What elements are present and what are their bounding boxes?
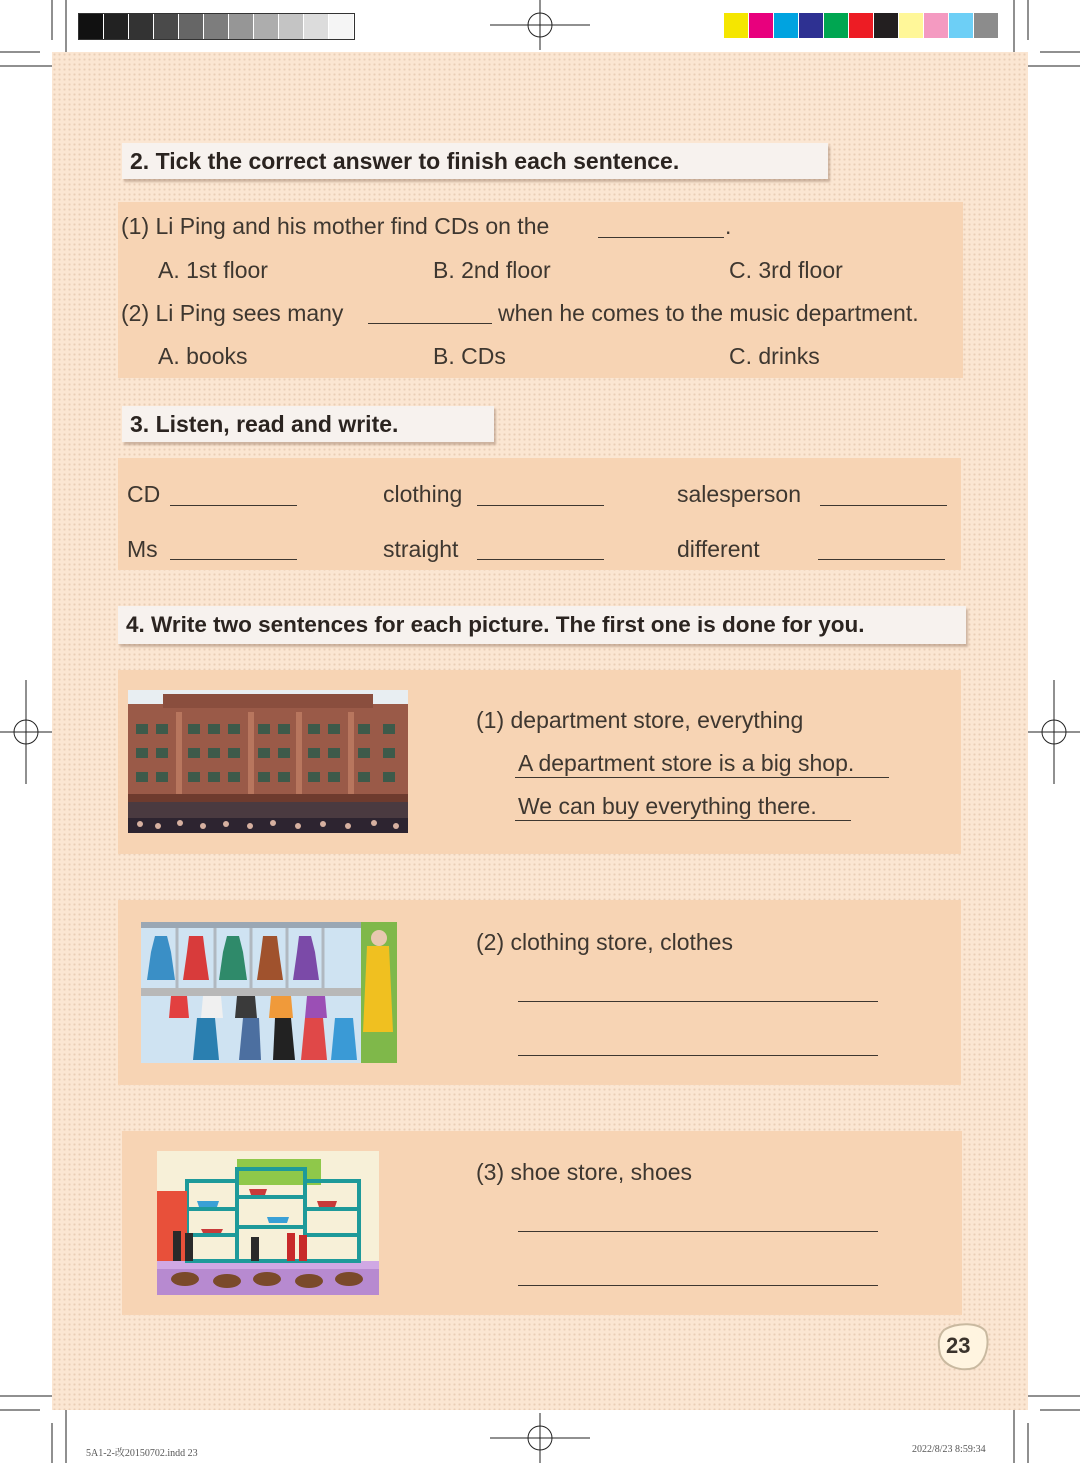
item1-answer-line2[interactable]: We can buy everything there. <box>515 792 851 821</box>
color-swatch-7 <box>899 13 924 38</box>
color-swatch-8 <box>924 13 949 38</box>
color-swatch-6 <box>874 13 899 38</box>
gray-swatch-1 <box>104 14 129 39</box>
color-calibration-bar <box>724 13 999 38</box>
color-swatch-9 <box>949 13 974 38</box>
q1-option-b[interactable]: B. 2nd floor <box>433 257 551 283</box>
blank-salesperson[interactable] <box>820 505 947 506</box>
gray-swatch-4 <box>179 14 204 39</box>
blank-clothing[interactable] <box>477 505 604 506</box>
color-swatch-3 <box>799 13 824 38</box>
section3-heading: 3. Listen, read and write. <box>122 406 494 442</box>
q1-text: (1) Li Ping and his mother find CDs on the <box>121 213 550 239</box>
color-swatch-10 <box>974 13 999 38</box>
color-swatch-5 <box>849 13 874 38</box>
footer-file-info: 5A1-2-改20150702.indd 23 <box>86 1448 198 1459</box>
gray-swatch-10 <box>329 14 354 39</box>
color-swatch-1 <box>749 13 774 38</box>
q2-option-c[interactable]: C. drinks <box>729 343 820 369</box>
item3-prompt: (3) shoe store, shoes <box>476 1159 693 1185</box>
q1-period: . <box>725 213 732 239</box>
gray-swatch-3 <box>154 14 179 39</box>
blank-straight[interactable] <box>477 559 604 560</box>
word-clothing: clothing <box>383 481 463 507</box>
blank-different[interactable] <box>818 559 945 560</box>
q1-option-c[interactable]: C. 3rd floor <box>729 257 843 283</box>
gray-swatch-0 <box>79 14 104 39</box>
section2-heading: 2. Tick the correct answer to finish each sentence. <box>122 143 828 179</box>
item2-answer-line1[interactable] <box>518 1001 878 1002</box>
word-different: different <box>677 536 760 562</box>
color-swatch-4 <box>824 13 849 38</box>
gray-swatch-6 <box>229 14 254 39</box>
q2-option-b[interactable]: B. CDs <box>433 343 506 369</box>
color-swatch-0 <box>724 13 749 38</box>
item2-prompt: (2) clothing store, clothes <box>476 929 733 955</box>
q1-blank[interactable] <box>598 237 724 238</box>
item3-answer-line2[interactable] <box>518 1285 878 1286</box>
q2-text-start: (2) Li Ping sees many <box>121 300 344 326</box>
section3-panel <box>118 458 961 570</box>
footer-timestamp: 2022/8/23 8:59:34 <box>912 1444 986 1455</box>
q2-option-a[interactable]: A. books <box>158 343 248 369</box>
word-ms: Ms <box>127 536 158 562</box>
page-number: 23 <box>946 1333 971 1358</box>
word-cd: CD <box>127 481 161 507</box>
item2-answer-line2[interactable] <box>518 1055 878 1056</box>
gray-swatch-2 <box>129 14 154 39</box>
department-store-picture <box>128 690 408 833</box>
item3-answer-line1[interactable] <box>518 1231 878 1232</box>
q2-text-end: when he comes to the music department. <box>498 300 919 326</box>
blank-ms[interactable] <box>170 559 297 560</box>
word-straight: straight <box>383 536 459 562</box>
item1-prompt: (1) department store, everything <box>476 707 804 733</box>
gray-swatch-5 <box>204 14 229 39</box>
shoe-store-picture <box>157 1151 379 1295</box>
q2-blank[interactable] <box>368 323 492 324</box>
item1-answer-line1[interactable]: A department store is a big shop. <box>515 749 889 778</box>
blank-cd[interactable] <box>170 505 297 506</box>
color-swatch-2 <box>774 13 799 38</box>
q1-option-a[interactable]: A. 1st floor <box>158 257 268 283</box>
clothing-store-picture <box>141 922 397 1063</box>
gray-swatch-9 <box>304 14 329 39</box>
gray-swatch-7 <box>254 14 279 39</box>
gray-calibration-bar <box>78 13 355 40</box>
gray-swatch-8 <box>279 14 304 39</box>
word-salesperson: salesperson <box>677 481 802 507</box>
section4-heading: 4. Write two sentences for each picture. The first one is done for you. <box>118 606 966 644</box>
